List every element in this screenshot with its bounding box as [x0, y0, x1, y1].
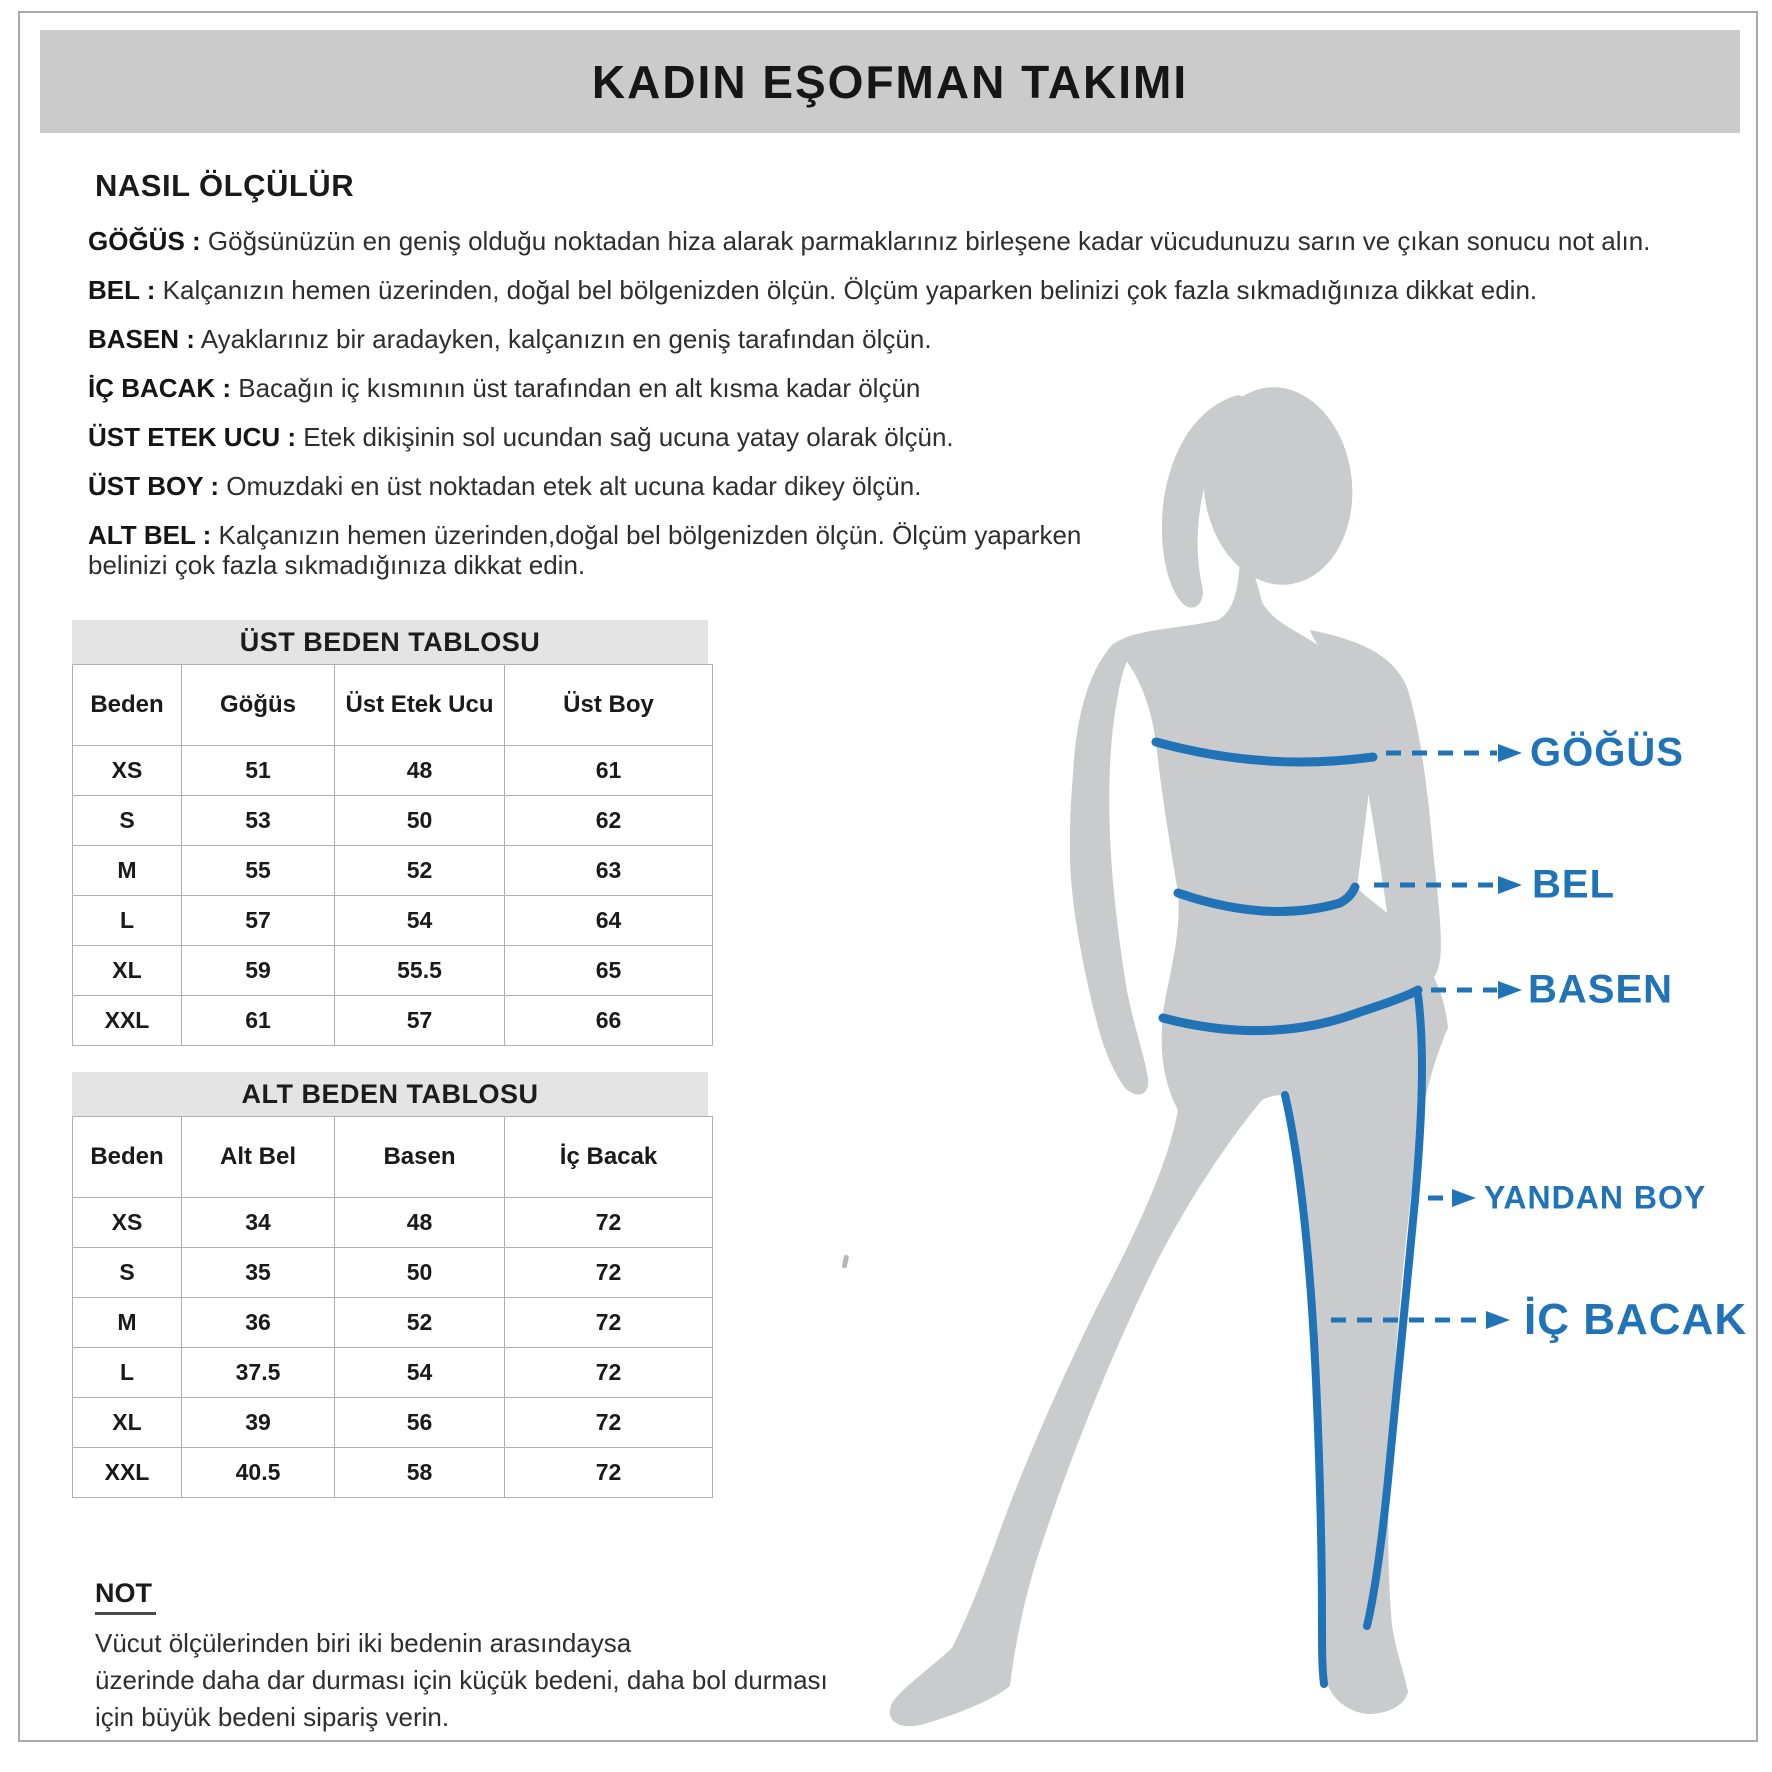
table-cell: 53: [182, 796, 335, 846]
table-cell: 48: [335, 746, 505, 796]
table-cell: 65: [505, 946, 713, 996]
basen-arrowhead: [1498, 981, 1522, 999]
table-cell: 35: [182, 1248, 335, 1298]
table-cell: 72: [505, 1398, 713, 1448]
table-cell: 50: [335, 796, 505, 846]
table-cell: S: [73, 1248, 182, 1298]
table-cell: 72: [505, 1248, 713, 1298]
silhouette-left-arm: [1070, 645, 1148, 1095]
table-cell: 72: [505, 1448, 713, 1498]
table-cell: 57: [335, 996, 505, 1046]
page-title: KADIN EŞOFMAN TAKIMI: [591, 55, 1189, 108]
table-cell: 59: [182, 946, 335, 996]
figure-label-ic-bacak: İÇ BACAK: [1524, 1295, 1748, 1344]
stray-mark: [842, 1255, 850, 1269]
note-line: Vücut ölçülerinden biri iki bedenin arasındaysa: [95, 1628, 632, 1658]
figure-label-gogus: GÖĞÜS: [1530, 730, 1684, 775]
table-cell: XL: [73, 1398, 182, 1448]
table-cell: 54: [335, 1348, 505, 1398]
column-header: Göğüs: [182, 665, 335, 746]
gogus-arrowhead: [1498, 744, 1522, 762]
table-cell: 64: [505, 896, 713, 946]
note-line: üzerinde daha dar durması için küçük bedeni, daha bol durması: [95, 1665, 828, 1695]
table-cell: XXL: [73, 996, 182, 1046]
note-heading: NOT: [95, 1578, 156, 1615]
table-cell: 37.5: [182, 1348, 335, 1398]
table-cell: 34: [182, 1198, 335, 1248]
column-header: Alt Bel: [182, 1117, 335, 1198]
table-cell: 61: [182, 996, 335, 1046]
column-header: İç Bacak: [505, 1117, 713, 1198]
table-cell: 52: [335, 1298, 505, 1348]
table-cell: 55: [182, 846, 335, 896]
yandanboy-arrowhead: [1452, 1189, 1476, 1207]
column-header: Üst Boy: [505, 665, 713, 746]
table-cell: 52: [335, 846, 505, 896]
table-cell: 40.5: [182, 1448, 335, 1498]
table-cell: XS: [73, 1198, 182, 1248]
measure-item-basen: BASEN : Ayaklarınız bir aradayken, kalçanızın en geniş tarafından ölçün.: [88, 324, 932, 354]
measure-item-bel: BEL : Kalçanızın hemen üzerinden, doğal bel bölgenizden ölçün. Ölçüm yaparken belinizi çok fazla sıkmadığınıza dikkat edin.: [88, 275, 1538, 305]
table-cell: 72: [505, 1198, 713, 1248]
table-cell: 39: [182, 1398, 335, 1448]
measure-item-gogus: GÖĞÜS : Göğsünüzün en geniş olduğu noktadan hiza alarak parmaklarınız birleşene kadar vücudunuzu sarın ve çıkan sonucu not alın.: [88, 226, 1651, 256]
figure-label-yandan-boy: YANDAN BOY: [1484, 1179, 1707, 1216]
measure-item-icbacak: İÇ BACAK : Bacağın iç kısmının üst tarafından en alt kısma kadar ölçün: [88, 373, 921, 403]
table-cell: 72: [505, 1348, 713, 1398]
table-cell: M: [73, 1298, 182, 1348]
column-header: Üst Etek Ucu: [335, 665, 505, 746]
table-cell: 63: [505, 846, 713, 896]
measure-item-altbel: ALT BEL : Kalçanızın hemen üzerinden,doğal bel bölgenizden ölçün. Ölçüm yaparken belinizi çok fazla sıkmadığınıza dikkat edin.: [88, 520, 1082, 580]
measure-item-ustboy: ÜST BOY : Omuzdaki en üst noktadan etek alt ucuna kadar dikey ölçün.: [88, 471, 922, 501]
table-cell: M: [73, 846, 182, 896]
table-cell: L: [73, 896, 182, 946]
table-cell: 48: [335, 1198, 505, 1248]
table-cell: 72: [505, 1298, 713, 1348]
table-cell: L: [73, 1348, 182, 1398]
table-cell: 55.5: [335, 946, 505, 996]
table-cell: 51: [182, 746, 335, 796]
note-line: için büyük bedeni sipariş verin.: [95, 1702, 450, 1732]
table-cell: 50: [335, 1248, 505, 1298]
column-header: Basen: [335, 1117, 505, 1198]
table-cell: 66: [505, 996, 713, 1046]
bel-arrowhead: [1498, 876, 1522, 894]
column-header: Beden: [73, 665, 182, 746]
upper-size-table-title: ÜST BEDEN TABLOSU: [72, 620, 708, 664]
figure-label-bel: BEL: [1532, 862, 1615, 907]
table-cell: XS: [73, 746, 182, 796]
table-cell: 57: [182, 896, 335, 946]
table-cell: XXL: [73, 1448, 182, 1498]
table-cell: XL: [73, 946, 182, 996]
table-cell: 61: [505, 746, 713, 796]
column-header: Beden: [73, 1117, 182, 1198]
table-cell: 36: [182, 1298, 335, 1348]
table-cell: 54: [335, 896, 505, 946]
table-cell: 58: [335, 1448, 505, 1498]
table-cell: 56: [335, 1398, 505, 1448]
table-cell: 62: [505, 796, 713, 846]
measure-guide-heading: NASIL ÖLÇÜLÜR: [95, 168, 355, 203]
lower-size-table-title: ALT BEDEN TABLOSU: [72, 1072, 708, 1116]
icbacak-arrowhead: [1486, 1311, 1510, 1329]
measure-item-ustetek: ÜST ETEK UCU : Etek dikişinin sol ucundan sağ ucuna yatay olarak ölçün.: [88, 422, 954, 452]
table-cell: S: [73, 796, 182, 846]
figure-label-basen: BASEN: [1528, 967, 1674, 1012]
